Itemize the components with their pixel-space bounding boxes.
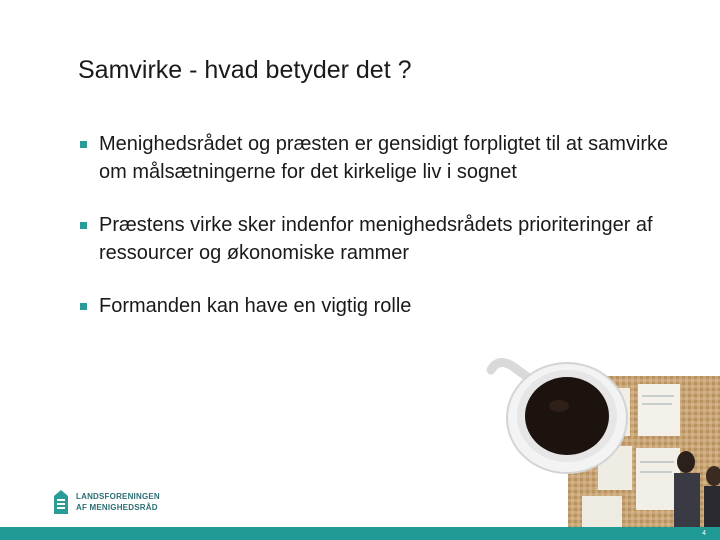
bullet-text: Præstens virke sker indenfor menighedsrådets prioriteringer af ressourcer og økonomiske rammer (99, 214, 653, 264)
logo-text (76, 491, 160, 513)
bullet-item (78, 130, 688, 186)
footer-bar (0, 527, 720, 540)
coffee-cup-image (485, 350, 645, 490)
church-logo-icon (52, 490, 70, 514)
bullet-list (78, 130, 688, 345)
slide-title: Samvirke - hvad betyder det ? (78, 56, 412, 84)
logo-line-1: LANDSFORENINGEN (76, 492, 160, 501)
logo-line-2: AF MENIGHEDSRÅD (76, 503, 158, 512)
bullet-item (78, 292, 688, 320)
bullet-item (78, 211, 688, 267)
bullet-square-icon (80, 303, 87, 310)
bullet-text: Menighedsrådet og præsten er gensidigt forpligtet til at samvirke om målsætningerne for det kirkelige liv i sognet (99, 133, 669, 183)
organization-logo (52, 490, 160, 514)
bullet-square-icon (80, 222, 87, 229)
bullet-text: Formanden kan have en vigtig rolle (99, 295, 412, 317)
bullet-square-icon (80, 141, 87, 148)
page-number: 4 (702, 530, 706, 537)
